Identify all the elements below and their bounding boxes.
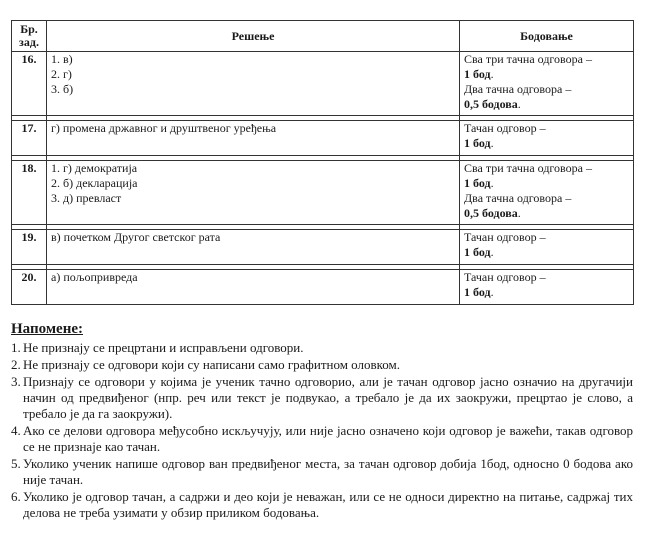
points-value: 1 бод. xyxy=(464,136,494,150)
scoring-cell xyxy=(460,52,634,116)
points-value: 1 бод. xyxy=(464,245,494,259)
note-text: Не признају се прецртани и исправљени одговори. xyxy=(23,340,304,355)
note-number: 4. xyxy=(11,423,21,438)
scoring-cell xyxy=(460,161,634,225)
task-number: 19. xyxy=(12,230,47,265)
solution-line: 1. в) xyxy=(51,52,73,66)
scoring-condition: Два тачна одговора – xyxy=(464,191,572,205)
scoring-condition: Сва три тачна одговора – xyxy=(464,52,592,66)
note-number: 3. xyxy=(11,374,21,389)
notes-title: Напомене: xyxy=(11,321,83,337)
notes-list xyxy=(11,340,633,521)
table-row xyxy=(12,270,634,305)
solution-line: 1. г) демократија xyxy=(51,161,138,175)
note-item xyxy=(11,489,633,521)
scoring-condition: Тачан одговор – xyxy=(464,121,546,135)
note-item xyxy=(11,357,633,373)
notes-section xyxy=(11,321,633,521)
note-item xyxy=(11,374,633,422)
table-row xyxy=(12,121,634,156)
answer-key-page xyxy=(11,20,633,522)
solution-line: а) пољопривреда xyxy=(51,270,138,284)
points-value: 0,5 бодова. xyxy=(464,97,521,111)
scoring-condition: Тачан одговор – xyxy=(464,230,546,244)
solution-cell xyxy=(47,270,460,305)
points-value: 0,5 бодова. xyxy=(464,206,521,220)
solution-cell xyxy=(47,161,460,225)
note-number: 6. xyxy=(11,489,21,504)
solution-cell xyxy=(47,52,460,116)
solution-cell xyxy=(47,121,460,156)
scoring-cell xyxy=(460,121,634,156)
solution-line: 3. д) превласт xyxy=(51,191,122,205)
task-number: 16. xyxy=(12,52,47,116)
task-number: 17. xyxy=(12,121,47,156)
note-text: Признају се одговори у којима је ученик тачно одговорио, али је тачан одговор јасно означио на другачији начин од предвиђеног (нпр. реч или текст је подвукао, а требало је да их заокружи, прецртао је слово, а требало је да га заокружи). xyxy=(23,374,633,421)
task-number: 18. xyxy=(12,161,47,225)
scoring-cell xyxy=(460,230,634,265)
note-item xyxy=(11,423,633,455)
table-header-row xyxy=(12,21,634,52)
note-text: Уколико је одговор тачан, а садржи и део који је неважан, или се не односи директно на питање, садржај тих делова не треба узимати у обзир приликом бодовања. xyxy=(23,489,633,520)
solution-cell xyxy=(47,230,460,265)
header-solution: Решење xyxy=(47,21,460,52)
points-value: 1 бод. xyxy=(464,176,494,190)
note-number: 2. xyxy=(11,357,21,372)
table-row xyxy=(12,52,634,116)
solution-line: г) промена државног и друштвеног уређења xyxy=(51,121,277,135)
table-row xyxy=(12,230,634,265)
note-item xyxy=(11,340,633,356)
table-row xyxy=(12,161,634,225)
header-task-number: Бр. зад. xyxy=(12,21,47,52)
scoring-condition: Сва три тачна одговора – xyxy=(464,161,592,175)
answer-table xyxy=(11,20,634,305)
task-number: 20. xyxy=(12,270,47,305)
points-value: 1 бод. xyxy=(464,285,494,299)
header-scoring: Бодовање xyxy=(460,21,634,52)
solution-line: 2. б) декларација xyxy=(51,176,138,190)
solution-line: 2. г) xyxy=(51,67,72,81)
note-text: Ако се делови одговора међусобно искључују, или није јасно означено који одговор је важећи, такав одговор се не признаје као тачан. xyxy=(23,423,633,454)
scoring-condition: Тачан одговор – xyxy=(464,270,546,284)
note-text: Не признају се одговори који су написани само графитном оловком. xyxy=(23,357,401,372)
note-number: 5. xyxy=(11,456,21,471)
solution-line: 3. б) xyxy=(51,82,74,96)
scoring-condition: Два тачна одговора – xyxy=(464,82,572,96)
scoring-cell xyxy=(460,270,634,305)
note-item xyxy=(11,456,633,488)
note-number: 1. xyxy=(11,340,21,355)
note-text: Уколико ученик напише одговор ван предвиђеног места, за тачан одговор добија 1бод, односно 0 бодова ако није тачан. xyxy=(23,456,633,487)
points-value: 1 бод. xyxy=(464,67,494,81)
solution-line: в) почетком Другог светског рата xyxy=(51,230,221,244)
